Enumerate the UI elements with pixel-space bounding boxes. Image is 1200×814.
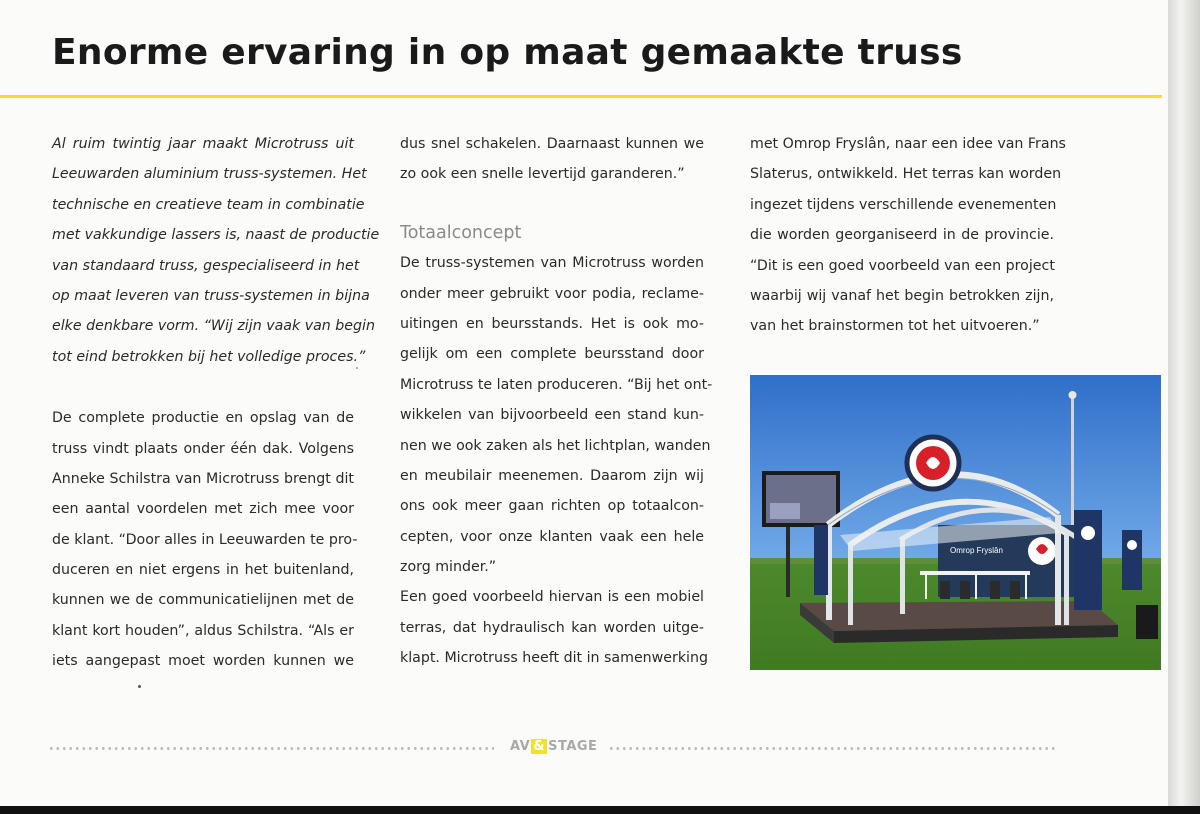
table-leg — [1025, 575, 1027, 599]
body-paragraph — [52, 403, 358, 677]
article-title: Enorme ervaring in op maat gemaakte truss — [52, 32, 963, 73]
text-line: van het brainstormen tot het uitvoeren.” — [750, 318, 1040, 335]
chair — [1010, 581, 1020, 599]
column-2 — [400, 129, 713, 674]
text-line: nen we ook zaken als het lichtplan, wanden — [400, 437, 711, 454]
banner-logo — [1081, 526, 1095, 540]
footer-dotted-rule — [48, 747, 494, 750]
text-line: klapt. Microtruss heeft dit in samenwerking — [400, 650, 708, 667]
paragraph-gap — [52, 372, 354, 403]
text-line: “Dit is een goed voorbeeld van een project — [750, 257, 1055, 274]
text-line: en meubilair meenemen. Daarom zijn wij — [400, 467, 704, 484]
screen-mount — [786, 527, 790, 597]
trailer-text: Omrop Fryslân — [950, 546, 1003, 555]
banner — [1122, 530, 1142, 590]
column-1 — [52, 129, 380, 677]
logo-av: AV — [510, 739, 531, 754]
text-line: onder meer gebruikt voor podia, reclame- — [400, 285, 704, 302]
flight-case — [1136, 605, 1158, 639]
page-footer — [48, 738, 1058, 758]
table-leg — [925, 575, 927, 599]
text-line: duceren en niet ergens in het buitenland, — [52, 562, 354, 579]
stage-photo — [750, 375, 1161, 670]
text-line: terras, dat hydraulisch kan worden uitge- — [400, 619, 704, 636]
text-line: cepten, voor onze klanten vaak een hele — [400, 528, 704, 545]
text-line: met Omrop Fryslân, naar een idee van Frans — [750, 136, 1066, 152]
banner — [814, 525, 828, 595]
text-line: ons ook meer gaan richten op totaalcon- — [400, 498, 704, 515]
text-line: die worden georganiseerd in de provincie. — [750, 227, 1054, 244]
table-leg — [975, 575, 977, 599]
scan-border — [0, 806, 1200, 814]
logo-stage: STAGE — [548, 739, 598, 754]
table-top — [920, 571, 1030, 575]
text-line: met vakkundige lassers is, naast de productie — [52, 227, 380, 244]
text-line: zorg minder.” — [400, 559, 497, 576]
text-line: op maat leveren van truss-systemen in bijna — [52, 287, 370, 304]
truss-leg — [900, 540, 905, 614]
text-line: wikkelen van bijvoorbeeld een stand kun- — [400, 407, 704, 424]
stage-photo-illustration — [750, 375, 1161, 670]
truss-leg — [848, 543, 853, 625]
text-line: de klant. “Door alles in Leeuwarden te pro- — [52, 531, 358, 548]
text-line: van standaard truss, gespecialiseerd in het — [52, 257, 360, 274]
text-line: De truss-systemen van Microtruss worden — [400, 255, 704, 272]
text-line: klant kort houden”, aldus Schilstra. “Als er — [52, 622, 354, 639]
page-edge — [1168, 0, 1200, 814]
text-line: elke denkbare vorm. “Wij zijn vaak van begin — [52, 318, 375, 335]
text-line: technische en creatieve team in combinatie — [52, 196, 365, 213]
text-line: zo ook een snelle levertijd garanderen.” — [400, 166, 685, 183]
screen-detail — [770, 503, 800, 519]
text-line: De complete productie en opslag van de — [52, 410, 354, 427]
text-line: gelijk om een complete beursstand door — [400, 346, 704, 363]
subheading: Totaalconcept — [400, 222, 522, 243]
scan-speck — [138, 685, 141, 688]
chair — [940, 581, 950, 599]
text-line: Slaterus, ontwikkeld. Het terras kan worden — [750, 166, 1062, 183]
column-3 — [750, 129, 1066, 342]
text-line: een aantal voordelen met zich mee voor — [52, 501, 354, 518]
truss-leg — [1064, 533, 1069, 625]
text-line: iets aangepast moet worden kunnen we — [52, 653, 354, 670]
text-line: dus snel schakelen. Daarnaast kunnen we — [400, 136, 704, 152]
magazine-logo — [510, 739, 597, 754]
text-line: ingezet tijdens verschillende evenementen — [750, 196, 1057, 213]
text-line: tot eind betrokken bij het volledige proces.” — [52, 348, 366, 365]
footer-dotted-rule — [608, 747, 1056, 750]
text-line: Een goed voorbeeld hiervan is een mobiel — [400, 589, 704, 606]
logo-ampersand: & — [533, 739, 546, 754]
text-line: Microtruss te laten produceren. “Bij het ont- — [400, 376, 713, 393]
text-line: Leeuwarden aluminium truss-systemen. Het — [52, 166, 367, 183]
text-line: uitingen en beursstands. Het is ook mo- — [400, 315, 704, 332]
text-line: truss vindt plaats onder één dak. Volgens — [52, 440, 354, 457]
text-line: Anneke Schilstra van Microtruss brengt dit — [52, 470, 354, 487]
intro-paragraph — [52, 129, 380, 372]
title-underline — [0, 95, 1162, 98]
scan-speck — [356, 367, 358, 369]
banner — [1074, 510, 1102, 610]
pole-lamp — [1069, 391, 1077, 399]
text-line: Al ruim twintig jaar maakt Microtruss uit — [52, 136, 354, 152]
text-line: kunnen we de communicatielijnen met de — [52, 592, 354, 609]
chair — [960, 581, 970, 599]
banner-logo — [1127, 540, 1137, 550]
text-line: waarbij wij vanaf het begin betrokken zijn, — [750, 287, 1054, 304]
chair — [990, 581, 1000, 599]
